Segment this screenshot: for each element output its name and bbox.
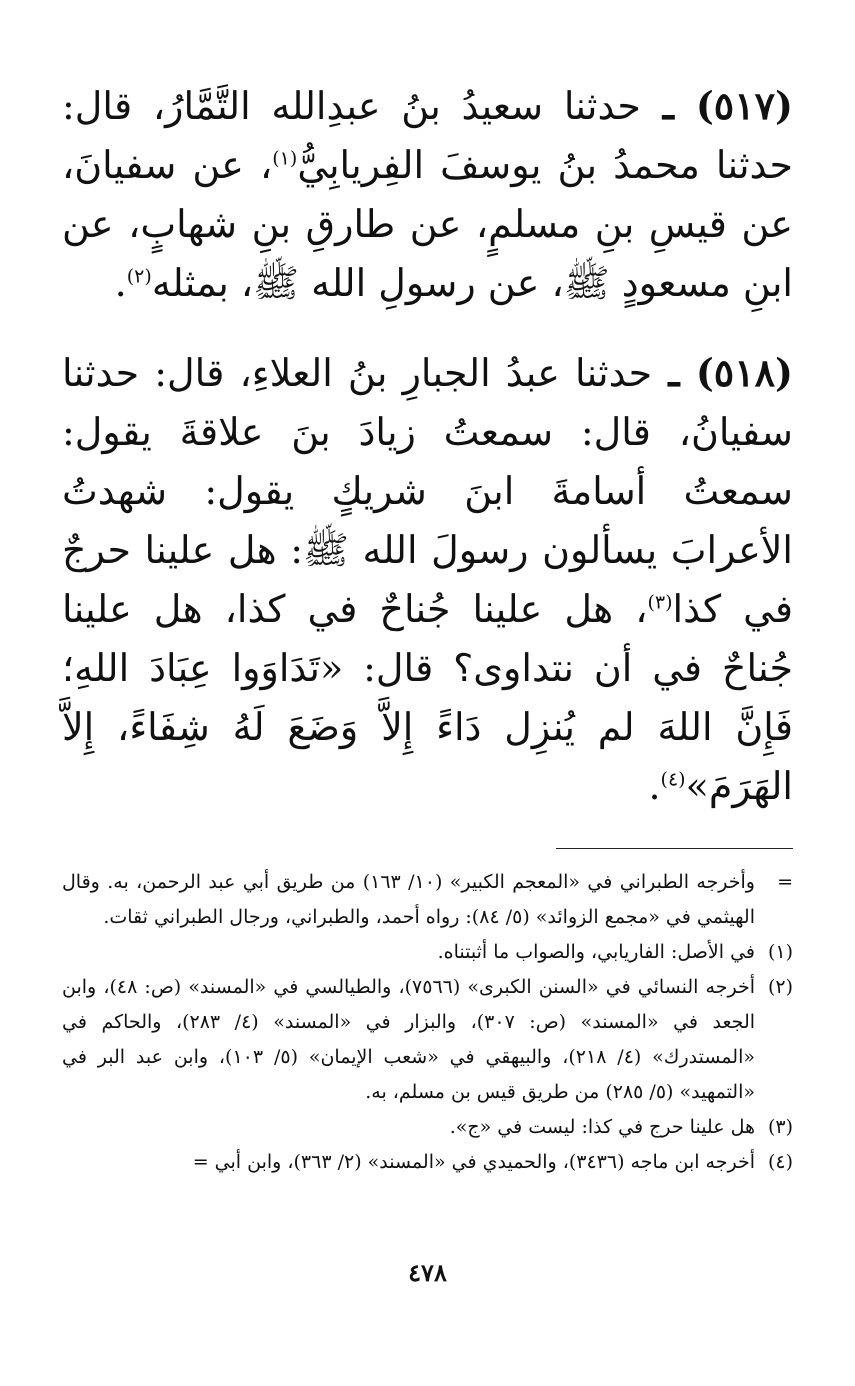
footnote-item [62,865,793,935]
footnote-item [62,1145,793,1180]
footnote-item [62,970,793,1110]
footnote-mark: (٣) [767,1116,793,1138]
footnote-item [62,1110,793,1145]
hadith-number: (٥١٨) [695,350,794,395]
footnote-text: أخرجه ابن ماجه (٣٤٣٦)، والحميدي في «المسند» (٢/ ٣٦٣)، وابن أبي = [192,1151,755,1173]
hadith-dash: ـ [640,83,696,128]
footnote-ref[interactable]: (٤) [660,768,686,791]
footnote-mark: (١) [767,941,793,963]
footnote-text: وأخرجه الطبراني في «المعجم الكبير» (١٠/ ١٦٣) من طريق أبي عبد الرحمن، به. وقال الهيثمي في «مجمع الزوائد» (٥/ ٨٤): رواه أحمد، والطبراني، ورجال الطبراني ثقات. [62,871,755,928]
hadith-text: . [648,764,661,808]
hadith-dash: ـ [652,350,696,395]
hadith-text: حدثنا عبدُ الجبارِ بنُ العلاءِ، قال: حدثنا سفيانُ، قال: سمعتُ زيادَ بنَ علاقةَ يقول: سمعتُ أسامةَ ابنَ شريكٍ يقول: شهدتُ الأعرابَ يسألون رسولَ الله ﷺ: هل علينا حرجٌ في كذا [62,351,794,631]
hadith-text: . [114,261,127,305]
page-number: ٤٧٨ [408,1258,447,1287]
hadith-text: ، هل علينا جُناحٌ في كذا، هل علينا جُناحٌ في أن نتداوى؟ قال: «تَدَاوَوا عِبَادَ اللهِ؛ فَإِنَّ اللهَ لم يُنزِل دَاءً إِلاَّ وَضَعَ لَهُ شِفَاءً، إِلاَّ الهَرَمَ» [62,587,793,808]
footnote-ref[interactable]: (١) [272,147,298,170]
hadith-number: (٥١٧) [695,83,794,128]
hadith-518 [62,343,793,816]
footnote-mark: = [777,871,793,893]
footnote-divider [556,848,793,849]
footnote-ref[interactable]: (٣) [647,591,673,614]
footnote-text: في الأصل: الفاريابي، والصواب ما أثبتناه. [437,941,755,963]
footnote-mark: (٢) [767,976,793,998]
hadith-text: حدثنا سعيدُ بنُ عبدِالله التَّمَّارُ، قال: حدثنا محمدُ بنُ يوسفَ الفِريابِيُّ [62,84,793,187]
footnote-ref[interactable]: (٢) [126,265,152,288]
footnote-mark: (٤) [767,1151,793,1173]
footnote-item [62,935,793,970]
hadith-text: ، عن سفيانَ، عن قيسِ بنِ مسلمٍ، عن طارقِ بنِ شهابٍ، عن ابنِ مسعودٍ ﷺ، عن رسولِ الله ﷺ، بمثله [62,143,793,305]
hadith-517 [62,76,793,313]
footnotes [62,865,793,1180]
footnote-text: أخرجه النسائي في «السنن الكبرى» (٧٥٦٦)، والطيالسي في «المسند» (ص: ٤٨)، وابن الجعد في «المسند» (ص: ٣٠٧)، والبزار في «المسند» (٤/ ٢٨٣)، والحاكم في «المستدرك» (٤/ ٢١٨)، والبيهقي في «شعب الإيمان» (٥/ ١٠٣)، وابن عبد البر في «التمهيد» (٥/ ٢٨٥) من طريق قيس بن مسلم، به. [62,976,756,1103]
footnote-text: هل علينا حرج في كذا: ليست في «ج». [449,1116,755,1138]
book-page [62,76,793,1386]
